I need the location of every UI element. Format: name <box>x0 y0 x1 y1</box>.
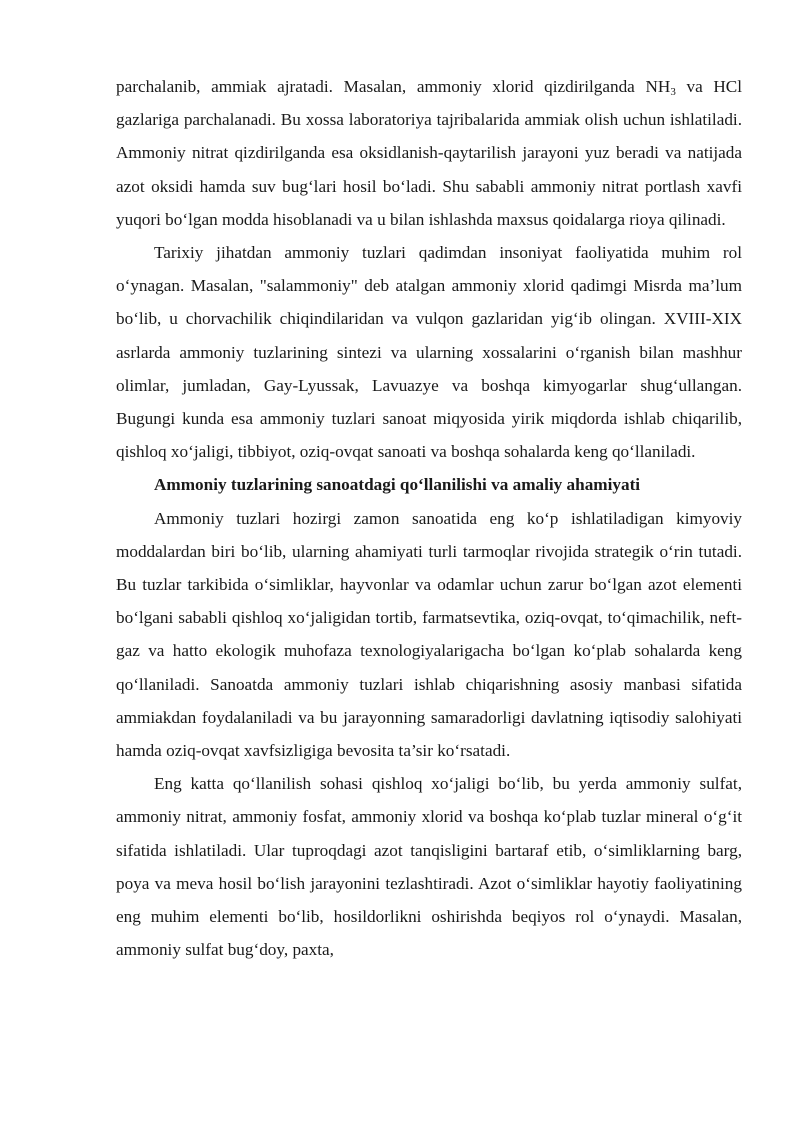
paragraph-decomposition-text-end: va HCl gazlariga parchalanadi. Bu xossa laboratoriya tajribalarida ammiak olish uchun ishlatiladi. Ammoniy nitrat qizdirilganda esa oksidlanish-qaytarilish jarayoni yuz beradi va natijada azot oksidi hamda suv bug‘lari hosil bo‘ladi. Shu sababli ammoniy nitrat portlash xavfi yuqori bo‘lgan modda hisoblanadi va u bilan ishlashda maxsus qoidalarga rioya qilinadi. <box>116 77 743 229</box>
section-heading: Ammoniy tuzlarining sanoatdagi qo‘llanilishi va amaliy ahamiyati <box>154 475 641 495</box>
document-page <box>116 70 742 966</box>
subscript-3: 3 <box>670 86 676 98</box>
paragraph-decomposition <box>116 70 742 236</box>
paragraph-history: Tarixiy jihatdan ammoniy tuzlari qadimdan insoniyat faoliyatida muhim rol o‘ynagan. Masalan, "salammoniy" deb atalgan ammoniy xlorid qadimgi Misrda ma’lum bo‘lib, u chorvachilik chiqindilaridan va vulqon gazlaridan yig‘ib olingan. XVIII-XIX asrlarda ammoniy tuzlarining sintezi va ularning xossalarini o‘rganish bilan mashhur olimlar, jumladan, Gay-Lyussak, Lavuazye va boshqa kimyogarlar shug‘ullangan. Bugungi kunda esa ammoniy tuzlari sanoat miqyosida yirik miqdorda ishlab chiqarilib, qishloq xo‘jaligi, tibbiyot, oziq-ovqat sanoati va boshqa sohalarda keng qo‘llaniladi. <box>116 243 742 462</box>
paragraph-agriculture: Eng katta qo‘llanilish sohasi qishloq xo‘jaligi bo‘lib, bu yerda ammoniy sulfat, ammoniy nitrat, ammoniy fosfat, ammoniy xlorid va boshqa ko‘plab tuzlar mineral o‘g‘it sifatida ishlatiladi. Ular tuproqdagi azot tanqisligini bartaraf etib, o‘simliklarning barg, poya va meva hosil bo‘lish jarayonini tezlashtiradi. Azot o‘simliklar hayotiy faoliyatining eng muhim elementi bo‘lib, hosildorlikni oshirishda beqiyos rol o‘ynaydi. Masalan, ammoniy sulfat bug‘doy, paxta, <box>116 774 742 960</box>
paragraph-decomposition-text-start: parchalanib, ammiak ajratadi. Masalan, ammoniy xlorid qizdirilganda NH <box>116 77 671 96</box>
paragraph-industry: Ammoniy tuzlari hozirgi zamon sanoatida eng ko‘p ishlatiladigan kimyoviy moddalardan biri bo‘lib, ularning ahamiyati turli tarmoqlar rivojida strategik o‘rin tutadi. Bu tuzlar tarkibida o‘simliklar, hayvonlar va odamlar uchun zarur bo‘lgan azot elementi bo‘lgani sababli qishloq xo‘jaligidan tortib, farmatsevtika, oziq-ovqat, to‘qimachilik, neft-gaz va hatto ekologik muhofaza texnologiyalarigacha bo‘lgan ko‘plab sohalarda keng qo‘llaniladi. Sanoatda ammoniy tuzlari ishlab chiqarishning asosiy manbasi sifatida ammiakdan foydalaniladi va bu jarayonning samaradorligi davlatning iqtisodiy salohiyati hamda oziq-ovqat xavfsizligiga bevosita ta’sir ko‘rsatadi. <box>116 508 742 761</box>
